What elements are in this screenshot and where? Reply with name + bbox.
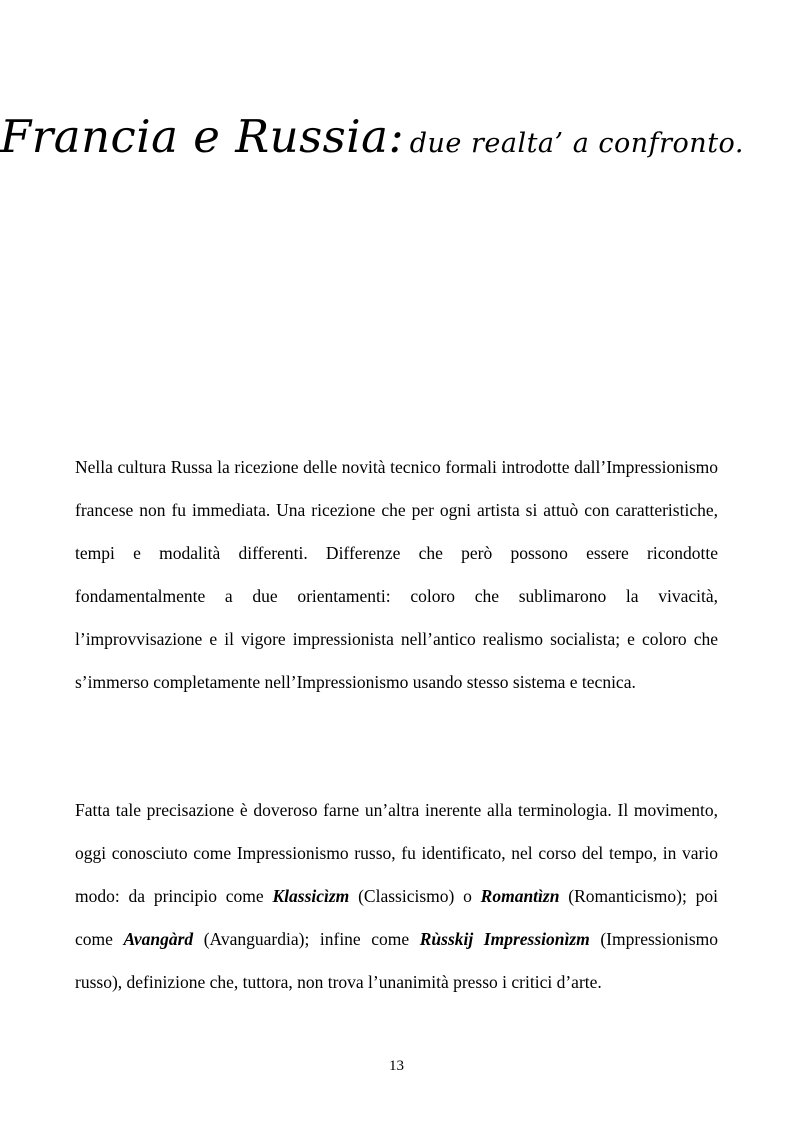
chapter-title-main: Francia e Russia: bbox=[0, 110, 405, 163]
term-klassicizm: Klassicìzm bbox=[272, 886, 350, 906]
term-avangard: Avangàrd bbox=[123, 929, 194, 949]
term-romantizn: Romantìzn bbox=[480, 886, 560, 906]
body-paragraph-1: Nella cultura Russa la ricezione delle novità tecnico formali introdotte dall’Impressionismo francese non fu immediata. Una ricezione che per ogni artista si attuò con caratteristiche, tempi e modalità differenti. Differenze che però possono essere ricondotte fondamentalmente a due orientamenti: coloro che sublimarono la vivacità, l’improvvisazione e il vigore impressionista nell’antico realismo socialista; e coloro che s’immerso completamente nell’Impressionismo usando stesso sistema e tecnica. bbox=[75, 457, 718, 692]
paragraph-text: Fatta tale precisazione è doveroso farne un’altra inerente alla terminologia. Il movimento, oggi conosciuto come Impressionismo russo, fu identificato, nel corso del tempo, in vario modo: da principio come bbox=[75, 800, 718, 906]
paragraph-text: (Impressionismo russo), definizione che, tuttora, non trova l’unanimità presso i critici d’arte. bbox=[75, 929, 718, 992]
chapter-title-sub: due realta’ a confronto. bbox=[409, 128, 744, 159]
paragraph-text: (Classicismo) o bbox=[349, 886, 481, 906]
chapter-title bbox=[0, 110, 744, 163]
paragraph-text: (Romanticismo); poi come bbox=[75, 886, 718, 949]
body-paragraph-2 bbox=[75, 789, 718, 1004]
term-russkij-impressionizm: Rùsskij Impressionìzm bbox=[419, 929, 590, 949]
paragraph-text: (Avanguardia); infine come bbox=[193, 929, 420, 949]
page-number: 13 bbox=[389, 1058, 404, 1074]
